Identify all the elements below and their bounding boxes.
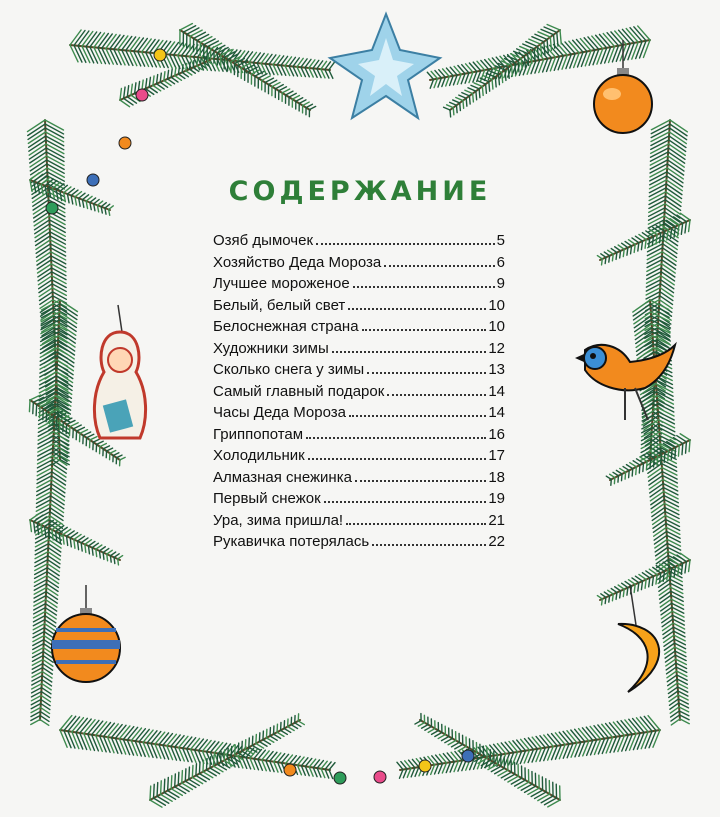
toc-entry xyxy=(213,531,505,553)
dot-leader xyxy=(349,415,486,417)
toc-entry-page: 19 xyxy=(488,490,505,507)
garland-light xyxy=(419,760,431,772)
dot-leader xyxy=(372,544,486,546)
dot-leader xyxy=(346,523,486,525)
toc-entry-title: Ура, зима пришла! xyxy=(213,511,344,529)
toc-entry-page: 10 xyxy=(488,318,505,335)
toc-entry-page: 12 xyxy=(488,339,505,357)
toc-entry xyxy=(213,445,505,467)
toc-entry xyxy=(213,488,505,510)
matryoshka-ornament xyxy=(94,305,145,438)
toc-entry-title: Самый главный подарок xyxy=(213,382,385,400)
garland-light xyxy=(374,771,386,783)
garland-light xyxy=(154,49,166,61)
garland-light xyxy=(136,89,148,101)
toc-entry xyxy=(213,467,505,489)
toc-entry xyxy=(213,230,505,252)
dot-leader xyxy=(384,265,494,267)
toc-entry-page: 14 xyxy=(488,404,505,421)
dot-leader xyxy=(306,437,486,439)
toc-entry-title: Алмазная снежинка xyxy=(213,468,352,486)
toc-entry-page: 9 xyxy=(496,275,505,292)
toc-entry-title: Сколько снега у зимы xyxy=(213,361,365,378)
orange-bauble xyxy=(594,40,652,133)
dot-leader xyxy=(387,394,486,396)
toc-entry-page: 16 xyxy=(488,425,505,443)
toc-entry-page: 6 xyxy=(496,253,505,271)
toc-entry-title: Художники зимы xyxy=(213,339,329,357)
toc-entry-title: Лучшее мороженое xyxy=(213,275,350,292)
toc-entry-title: Хозяйство Деда Мороза xyxy=(213,253,382,271)
garland-light xyxy=(119,137,131,149)
toc-entry-page: 18 xyxy=(488,468,505,486)
contents-heading: СОДЕРЖАНИЕ xyxy=(228,176,492,207)
toc-entry xyxy=(213,295,505,317)
toc-entry xyxy=(213,273,505,295)
toc-entry xyxy=(213,402,505,424)
toc-entry xyxy=(213,252,505,274)
toc-entry xyxy=(213,359,505,381)
dot-leader xyxy=(355,480,486,482)
toc-entry-page: 22 xyxy=(488,533,505,550)
toc-entry-page: 21 xyxy=(488,511,505,529)
toc-entry-title: Озяб дымочек xyxy=(213,232,314,249)
crescent-moon-ornament xyxy=(618,585,659,692)
toc-entry-title: Гриппопотам xyxy=(213,425,304,443)
star-ornament xyxy=(330,14,440,118)
toc-entry-title: Первый снежок xyxy=(213,490,321,507)
toc-entry-page: 14 xyxy=(488,382,505,400)
toc-entry-page: 13 xyxy=(488,361,505,378)
dot-leader xyxy=(316,243,495,245)
toc-entry xyxy=(213,510,505,532)
toc-entry-title: Белый, белый свет xyxy=(213,296,346,314)
dot-leader xyxy=(362,329,487,331)
garland-light xyxy=(462,750,474,762)
toc-entry-title: Рукавичка потерялась xyxy=(213,533,370,550)
toc-entry xyxy=(213,316,505,338)
garland-light xyxy=(284,764,296,776)
toc-entry-page: 5 xyxy=(496,232,505,249)
toc-entry-title: Часы Деда Мороза xyxy=(213,404,346,421)
toc-entry xyxy=(213,424,505,446)
table-of-contents xyxy=(213,230,505,553)
toc-entry-title: Белоснежная страна xyxy=(213,318,359,335)
dot-leader xyxy=(308,458,487,460)
toc-entry xyxy=(213,381,505,403)
dot-leader xyxy=(324,501,487,503)
toc-entry-page: 17 xyxy=(488,447,505,464)
toc-entry-title: Холодильник xyxy=(213,447,305,464)
toc-entry-page: 10 xyxy=(488,296,505,314)
dot-leader xyxy=(348,308,486,310)
dot-leader xyxy=(332,351,487,353)
striped-bauble xyxy=(52,585,120,682)
dot-leader xyxy=(353,286,495,288)
dot-leader xyxy=(367,372,486,374)
toc-entry xyxy=(213,338,505,360)
garland-light xyxy=(334,772,346,784)
